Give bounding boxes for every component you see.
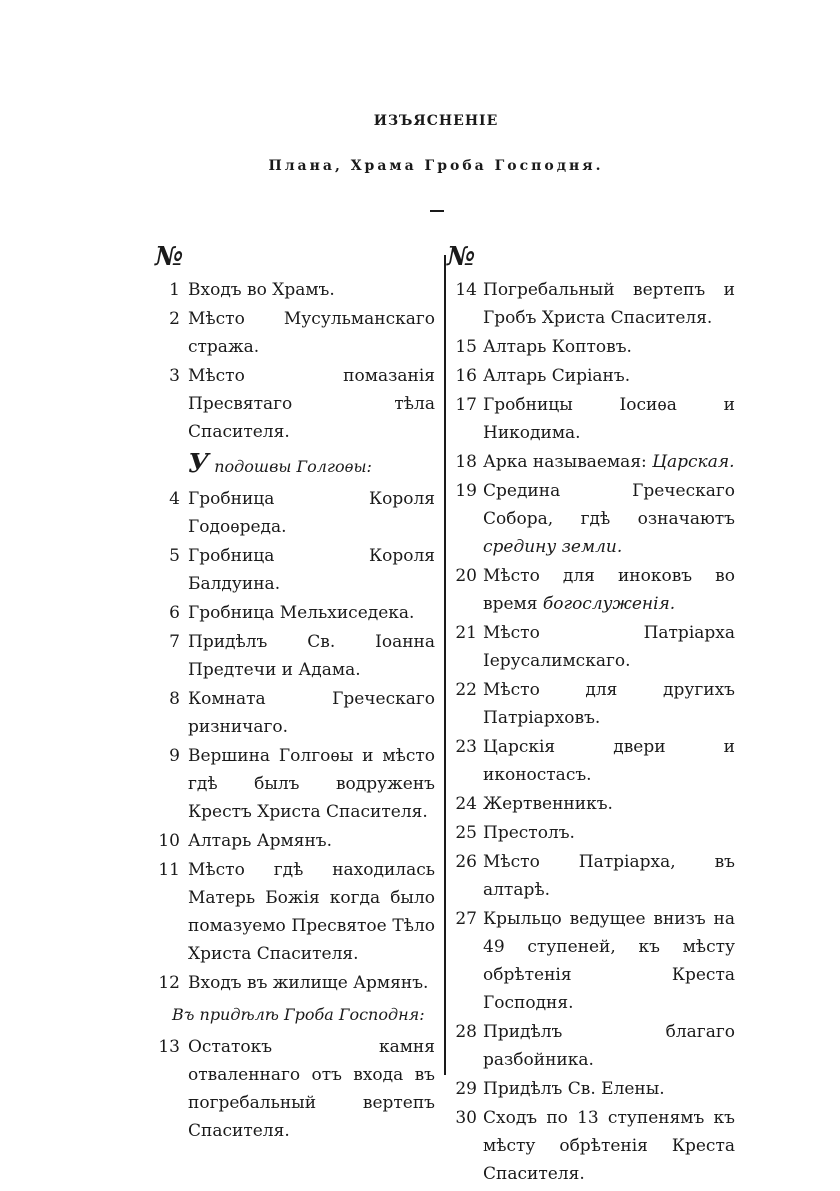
item-text: Крыльцо ведущее внизъ на 49 ступеней, къ мѣсту обрѣтенія Креста Господня. <box>483 909 735 1013</box>
list-item <box>445 819 735 847</box>
item-number: 11 <box>158 860 180 880</box>
section-heading-sepulchre: Въ придѣлѣ Гроба Господня: <box>172 1005 425 1024</box>
item-number: 6 <box>169 603 180 623</box>
number-sign: № <box>447 242 476 272</box>
item-text: Мѣсто помазанія Пресвятаго тѣла Спасителя. <box>188 366 435 442</box>
item-text: Гробница Короля Годоѳреда. <box>188 489 435 537</box>
list-item <box>445 333 735 361</box>
item-text: Придѣлъ Св. Елены. <box>483 1079 665 1099</box>
item-text-italic: богослуженія. <box>542 594 676 614</box>
list-item <box>445 276 735 332</box>
item-text <box>483 477 735 561</box>
list-item <box>445 448 735 476</box>
item-number: 15 <box>455 337 477 357</box>
item-text-main: Мѣсто для иноковъ во время <box>483 566 735 614</box>
list-item <box>445 1075 735 1103</box>
item-number: 1 <box>169 280 180 300</box>
item-text: Жертвенникъ. <box>483 794 613 814</box>
list-item <box>445 848 735 904</box>
item-number: 10 <box>158 831 180 851</box>
item-text: Входъ во Храмъ. <box>188 280 335 300</box>
item-text: Царскія двери и иконостасъ. <box>483 737 735 785</box>
item-number: 16 <box>455 366 477 386</box>
item-text: Придѣлъ благаго разбойника. <box>483 1022 735 1070</box>
item-number: 30 <box>455 1108 477 1128</box>
item-text: Гробницы Іосиѳа и Никодима. <box>483 395 735 443</box>
item-text: Алтарь Сиріанъ. <box>483 366 631 386</box>
item-number: 26 <box>455 852 477 872</box>
item-number: 20 <box>455 566 477 586</box>
item-number: 9 <box>169 746 180 766</box>
item-number: 3 <box>169 366 180 386</box>
item-text <box>483 448 735 476</box>
page-title: ИЗЪЯСНЕНІЕ <box>373 113 499 129</box>
list-item <box>150 599 435 627</box>
list-item <box>445 391 735 447</box>
list-item <box>445 562 735 618</box>
list-item <box>445 1104 735 1188</box>
item-text: Вершина Голгоѳы и мѣсто гдѣ былъ водруженъ Крестъ Христа Спасителя. <box>188 746 435 822</box>
heading-initial: У <box>188 449 210 479</box>
item-text: Гробница Короля Балдуина. <box>188 546 435 594</box>
item-number: 7 <box>169 632 180 652</box>
list-item <box>445 619 735 675</box>
item-text-italic: средину земли. <box>483 537 623 557</box>
item-number: 27 <box>455 909 477 929</box>
item-number: 18 <box>455 452 477 472</box>
item-number: 23 <box>455 737 477 757</box>
list-item <box>150 276 435 304</box>
list-item <box>445 905 735 1017</box>
list-item <box>150 628 435 684</box>
list-item <box>445 477 735 561</box>
list-item <box>150 969 435 997</box>
page-subtitle: Плана, Храма Гроба Господня. <box>268 158 604 174</box>
item-number: 29 <box>455 1079 477 1099</box>
list-item <box>150 742 435 826</box>
item-text: Мѣсто Патріарха, въ алтарѣ. <box>483 852 735 900</box>
item-text: Сходъ по 13 ступенямъ къ мѣсту обрѣтенія Креста Спасителя. <box>483 1108 735 1184</box>
heading-text: подошвы Голгоѳы: <box>209 457 372 476</box>
item-number: 13 <box>158 1037 180 1057</box>
item-number: 2 <box>169 309 180 329</box>
item-number: 14 <box>455 280 477 300</box>
separator-dash <box>430 210 444 212</box>
item-text: Входъ въ жилище Армянъ. <box>188 973 429 993</box>
item-number: 21 <box>455 623 477 643</box>
list-item <box>150 305 435 361</box>
item-number: 5 <box>169 546 180 566</box>
item-text: Мѣсто Патріарха Іерусалимскаго. <box>483 623 735 671</box>
item-text: Погребальный вертепъ и Гробъ Христа Спасителя. <box>483 280 735 328</box>
item-text-italic: Царская. <box>652 452 735 472</box>
list-item <box>150 827 435 855</box>
item-text-main: Арка называемая: <box>483 452 653 472</box>
list-item <box>150 362 435 446</box>
right-column <box>445 238 735 1189</box>
list-item <box>150 485 435 541</box>
item-text: Алтарь Армянъ. <box>188 831 333 851</box>
list-item <box>445 676 735 732</box>
item-text: Алтарь Коптовъ. <box>483 337 632 357</box>
item-text: Остатокъ камня отваленнаго отъ входа въ погребальный вертепъ Спасителя. <box>188 1037 435 1141</box>
list-item <box>150 542 435 598</box>
item-text: Мѣсто для другихъ Патріарховъ. <box>483 680 735 728</box>
item-number: 22 <box>455 680 477 700</box>
item-number: 4 <box>169 489 180 509</box>
item-number: 8 <box>169 689 180 709</box>
list-item <box>445 1018 735 1074</box>
item-number: 17 <box>455 395 477 415</box>
item-number: 12 <box>158 973 180 993</box>
list-item <box>445 362 735 390</box>
item-text: Мѣсто Мусульманскаго стража. <box>188 309 435 357</box>
item-text-main: Средина Греческаго Собора, гдѣ означаютъ <box>483 481 735 529</box>
list-item <box>445 790 735 818</box>
list-item <box>150 685 435 741</box>
number-sign: № <box>155 242 184 272</box>
left-column <box>150 238 435 1146</box>
list-item <box>445 733 735 789</box>
item-text: Комната Греческаго ризничаго. <box>188 689 435 737</box>
item-number: 24 <box>455 794 477 814</box>
item-number: 19 <box>455 481 477 501</box>
item-text: Престолъ. <box>483 823 575 843</box>
item-number: 25 <box>455 823 477 843</box>
list-item <box>150 856 435 968</box>
item-text: Гробница Мельхиседека. <box>188 603 415 623</box>
item-number: 28 <box>455 1022 477 1042</box>
section-heading-golgotha <box>150 450 435 481</box>
item-text: Придѣлъ Св. Іоанна Предтечи и Адама. <box>188 632 435 680</box>
list-item <box>150 1033 435 1145</box>
item-text: Мѣсто гдѣ находилась Матерь Божія когда было помазуемо Пресвятое Тѣло Христа Спасителя. <box>188 860 435 964</box>
item-text <box>483 562 735 618</box>
